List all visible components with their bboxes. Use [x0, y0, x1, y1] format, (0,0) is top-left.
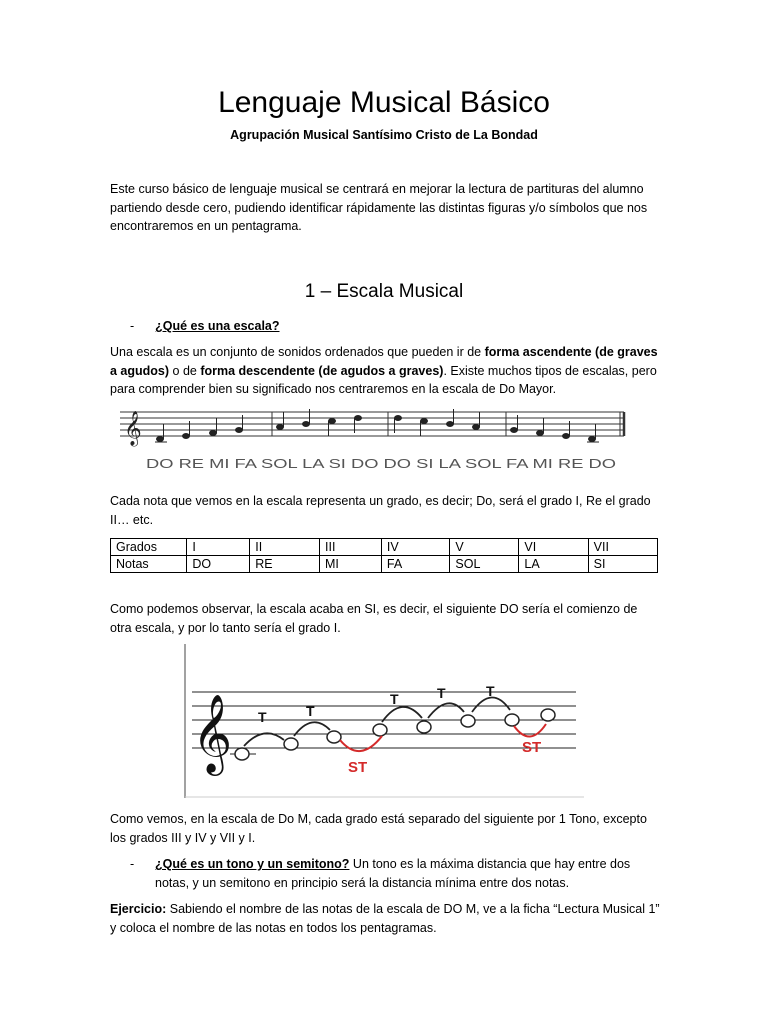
bullet-scale-question: [130, 317, 680, 336]
page-subtitle: Agrupación Musical Santísimo Cristo de La Bondad: [230, 128, 538, 142]
semitone-label: ST: [348, 759, 368, 776]
tone-label: T: [486, 683, 495, 699]
bullet-dash: -: [130, 857, 135, 871]
table-cell: RE: [250, 556, 320, 573]
section-heading: 1 – Escala Musical: [304, 281, 464, 302]
para-bold: forma ascendente (de graves a agudos): [110, 345, 658, 378]
table-cell: MI: [320, 556, 382, 573]
tone-explanation-paragraph: Como vemos, en la escala de Do M, cada grado está separado del siguiente por 1 Tono, excepto los grados III y IV y VII y I.: [110, 812, 647, 845]
tone-label: T: [258, 709, 267, 725]
bullet-dash: -: [130, 319, 135, 333]
exercise-paragraph: [110, 900, 660, 937]
tone-label: T: [390, 691, 399, 707]
para-text: o de: [169, 363, 201, 378]
table-cell: Grados: [111, 539, 187, 556]
scale-note-labels: DO RE MI FA SOL LA SI DO DO SI LA SOL FA MI RE DO: [146, 456, 616, 471]
table-cell: SOL: [450, 556, 519, 573]
exercise-text: Sabiendo el nombre de las notas de la escala de DO M, ve a la ficha “Lectura Musical 1” y coloca el nombre de las notas en todos los pentagramas.: [110, 902, 660, 935]
para-text: . Existe muchos tipos de escalas, pero para comprender bien su significado nos centraremos en la escala de Do Mayor.: [110, 363, 657, 396]
semitone-label: ST: [522, 739, 542, 756]
tone-label: T: [437, 685, 446, 701]
table-cell: I: [187, 539, 250, 556]
table-cell: Notas: [111, 556, 187, 573]
tone-semitone-diagram: [184, 644, 584, 798]
page-title: Lenguaje Musical Básico: [218, 86, 550, 119]
exercise-label: Ejercicio:: [110, 902, 167, 916]
treble-clef-icon: 𝄞: [192, 694, 233, 773]
degrees-table: [110, 538, 658, 573]
intro-paragraph: Este curso básico de lenguaje musical se centrará en mejorar la lectura de partituras del alumno partiendo desde cero, pudiendo identificar rápidamente las distintas figuras y/o símbolos que nos encontraremos en un pentagrama.: [110, 182, 648, 233]
observation-paragraph: Como podemos observar, la escala acaba en SI, es decir, el siguiente DO sería el comienzo de otra escala, y por lo tanto sería el grado I.: [110, 602, 638, 635]
degree-paragraph: Cada nota que vemos en la escala representa un grado, es decir; Do, será el grado I, Re el grado II… etc.: [110, 494, 651, 527]
table-cell: LA: [519, 556, 588, 573]
tone-label: T: [306, 703, 315, 719]
table-cell: IV: [381, 539, 449, 556]
table-cell: III: [320, 539, 382, 556]
table-cell: VI: [519, 539, 588, 556]
para-bold: forma descendente (de agudos a graves): [200, 363, 444, 378]
table-cell: II: [250, 539, 320, 556]
para-text: Una escala es un conjunto de sonidos ordenados que pueden ir de: [110, 345, 485, 359]
table-cell: FA: [381, 556, 449, 573]
table-cell: VII: [588, 539, 657, 556]
table-cell: SI: [588, 556, 657, 573]
bullet-tone-question: [130, 855, 660, 892]
bullet-question: ¿Qué es un tono y un semitono?: [155, 857, 350, 871]
table-cell: V: [450, 539, 519, 556]
scale-staff-image: [110, 404, 634, 474]
table-row: [111, 539, 658, 556]
bullet-text: Un tono es la máxima distancia que hay entre dos notas, y un semitono en principio será la distancia mínima entre dos notas.: [155, 857, 631, 890]
svg-text:𝄞: 𝄞: [124, 411, 142, 446]
table-cell: DO: [187, 556, 250, 573]
bullet-question: ¿Qué es una escala?: [155, 319, 280, 333]
table-row: [111, 556, 658, 573]
scale-definition-paragraph: [110, 343, 660, 399]
